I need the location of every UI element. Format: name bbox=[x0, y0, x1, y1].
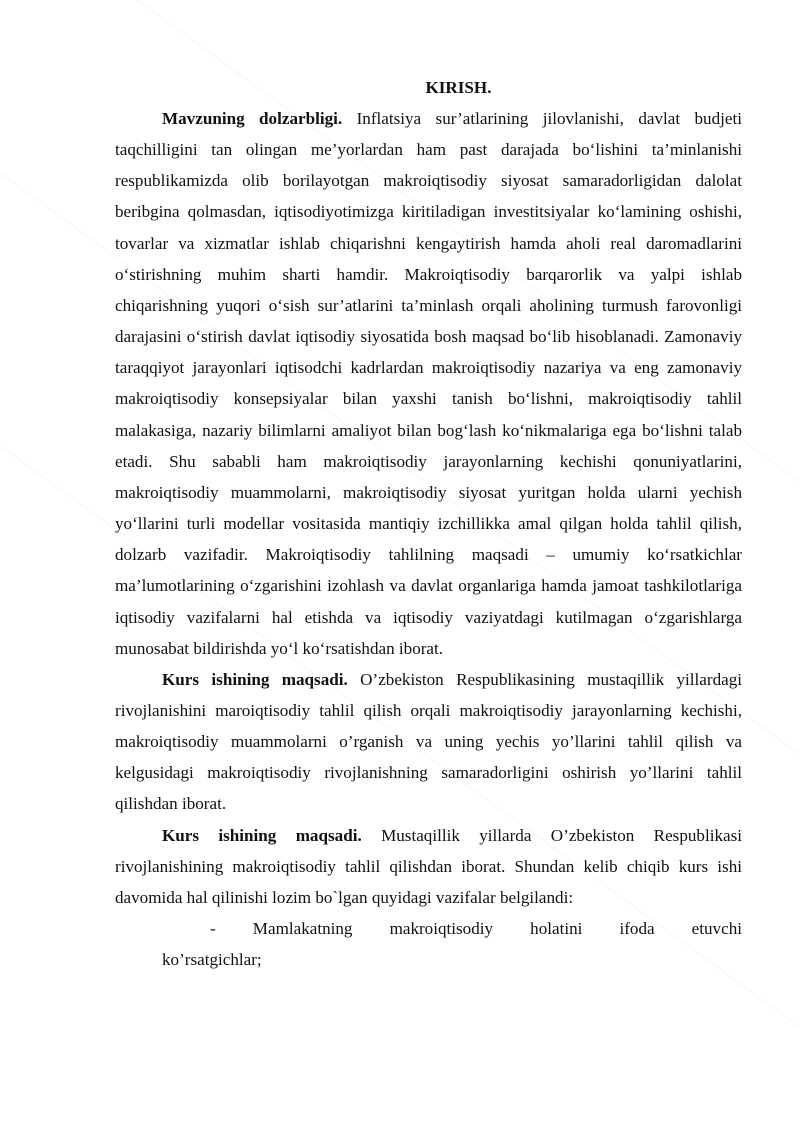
paragraph-text: O’zbekiston Respublikasining mustaqillik yillardagi rivojlanishini maroiqtisodiy tahlil qilish orqali makroiqtisodiy jarayonlarning kechishi, makroiqtisodiy muammolarni o’rganish va uning yechis yo’llarini tahlil qilish va kelgusidagi makroiqtisodiy rivojlanishning samaradorligini oshirish yo’llarini tahlil qilishdan iborat. bbox=[115, 669, 742, 814]
list-word: Mamlakatning bbox=[252, 919, 353, 939]
list-item-continuation: ko’rsatgichlar; bbox=[162, 950, 262, 970]
list-word: etuvchi bbox=[691, 919, 742, 939]
paragraph-lead: Mavzuning dolzarbligi. bbox=[162, 109, 343, 128]
paragraph-tasks bbox=[115, 820, 742, 913]
paragraph-lead: Kurs ishining maqsadi. bbox=[162, 825, 362, 845]
list-word: ifoda bbox=[619, 919, 655, 939]
list-word: holatini bbox=[530, 919, 583, 939]
paragraph-lead: Kurs ishining maqsadi. bbox=[162, 669, 348, 689]
paragraph-text: Inflatsiya sur’atlarining jilovlanishi, davlat budjeti taqchilligini tan olingan me’yorlardan ham past darajada bo‘lishini ta’minlanishi respublikamizda olib borilayotgan makroiqtisodiy siyosat samaradorligidan dalolat beribgina qolmasdan, iqtisodiyotimizga kiritiladigan investitsiyalar ko‘lamining oshishi, tovarlar va xizmatlar ishlab chiqarishni kengaytirish hamda aholi real daromadlarini o‘stirishning muhim sharti hamdir. Makroiqtisodiy barqarorlik va yalpi ishlab chiqarishning yuqori o‘sish sur’atlarini ta’minlash orqali aholining turmush farovonligi darajasini o‘stirish davlat iqtisodiy siyosatida bosh maqsad bo‘lib hisoblanadi. Zamonaviy taraqqiyot jarayonlari iqtisodchi kadrlardan makroiqtisodiy nazariya va eng zamonaviy makroiqtisodiy konsepsiyalar bilan yaxshi tanish bo‘lishni, makroiqtisodiy tahlil malakasiga, nazariy bilimlarni amaliyot bilan bog‘lash ko‘nikmalariga ega bo‘lishni talab etadi. Shu sababli ham makroiqtisodiy jarayonlarning kechishi qonuniyatlarini, makroiqtisodiy muammolarni, makroiqtisodiy siyosat yuritgan holda ularni yechish yo‘llarini turli modellar vositasida mantiqiy izchillikka amal qilgan holda tahlil qilish, dolzarb vazifadir. Makroiqtisodiy tahlilning maqsadi – umumiy ko‘rsatkichlar ma’lumotlarining o‘zgarishini izohlash va davlat organlariga hamda jamoat tashkilotlariga iqtisodiy vazifalarni hal etishda va iqtisodiy vaziyatdagi kutilmagan o‘zgarishlarga munosabat bildirishda yo‘l ko‘rsatishdan iborat. bbox=[115, 109, 742, 658]
paragraph-text: Mustaqillik yillarda O’zbekiston Respublikasi rivojlanishining makroiqtisodiy tahlil qilishdan iborat. Shundan kelib chiqib kurs ishi davomida hal qilinishi lozim bo`lgan quyidagi vazifalar belgilandi: bbox=[115, 825, 742, 907]
list-item bbox=[210, 913, 742, 944]
paragraph-relevance bbox=[115, 103, 742, 664]
list-dash: - bbox=[210, 919, 216, 939]
list-word: makroiqtisodiy bbox=[389, 919, 494, 939]
paragraph-goal bbox=[115, 664, 742, 820]
document-body bbox=[115, 72, 742, 975]
page-title: KIRISH. bbox=[425, 78, 492, 97]
